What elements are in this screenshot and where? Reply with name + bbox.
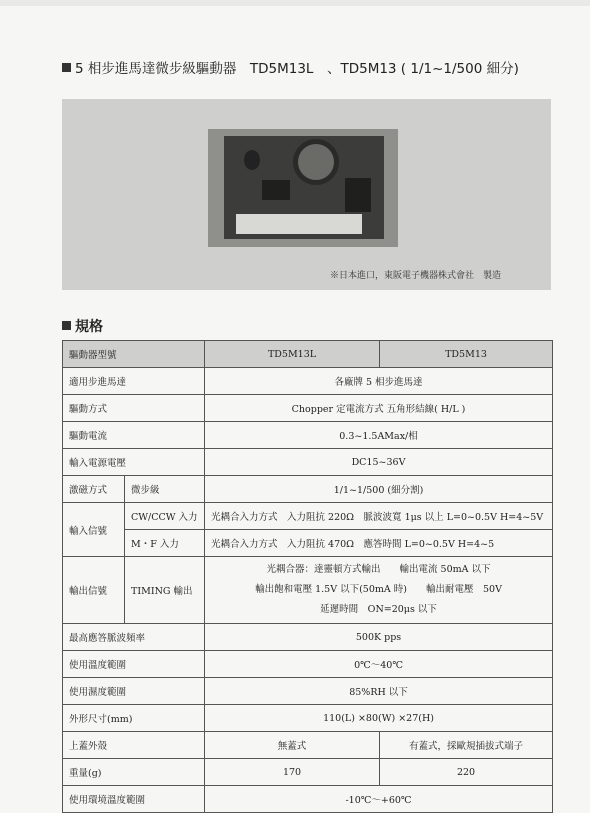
capacitor-icon [244,150,260,170]
spec-heading [62,316,103,336]
row-label: 最高應答脈波頻率 [63,624,205,651]
row-sublabel: 微步級 [125,476,205,503]
table-row [63,651,553,678]
row-label: 適用步進馬達 [63,368,205,395]
table-row [63,476,553,503]
table-row [63,624,553,651]
row-value: -10℃～+60℃ [205,786,553,813]
row-label: 使用濕度範圍 [63,678,205,705]
row-sublabel: TIMING 輸出 [125,557,205,624]
row-value: 220 [380,759,553,786]
header-label: 驅動器型號 [63,341,205,368]
row-sublabel: CW/CCW 入力 [125,503,205,530]
row-value: 110(L) ×80(W) ×27(H) [205,705,553,732]
row-label: 重量(g) [63,759,205,786]
row-sublabel: M・F 入力 [125,530,205,557]
timing-line: 輸出飽和電壓 1.5V 以下(50mA 時) 輸出耐電壓 50V [255,584,502,595]
row-value: 500K pps [205,624,553,651]
chip-icon [262,180,290,200]
table-row [63,732,553,759]
row-label: 輸出信號 [63,557,125,624]
photo-credit: ※日本進口，東阪電子機器株式會社 製造 [330,271,502,281]
row-label: 上蓋外殼 [63,732,205,759]
table-row [63,449,553,476]
row-value: 85%RH 以下 [205,678,553,705]
table-row [63,395,553,422]
row-label: 驅動電流 [63,422,205,449]
table-row [63,786,553,813]
row-value: DC15~36V [205,449,553,476]
top-edge [0,0,590,6]
table-row [63,557,553,624]
table-row [63,759,553,786]
table-header-row [63,341,553,368]
row-label: 使用環境溫度範圍 [63,786,205,813]
row-value: 0℃～40℃ [205,651,553,678]
model-td5m13l: TD5M13L [205,341,380,368]
row-label: 驅動方式 [63,395,205,422]
row-label: 激磁方式 [63,476,125,503]
model-td5m13: TD5M13 [380,341,553,368]
table-row [63,530,553,557]
row-value: 無蓋式 [205,732,380,759]
square-bullet-icon [62,321,71,330]
row-label: 外形尺寸(mm) [63,705,205,732]
row-value: 1/1~1/500 (細分割) [205,476,553,503]
row-value: 各廠牌 5 相步進馬達 [205,368,553,395]
row-label: 輸入電源電壓 [63,449,205,476]
table-row [63,503,553,530]
spec-heading-text: 規格 [75,319,103,335]
row-value: 光耦合入力方式 入力阻抗 220Ω 脈波波寬 1μs 以上 L=0~0.5V H=4~5V [205,503,553,530]
table-row [63,678,553,705]
row-value: 170 [205,759,380,786]
heatsink-icon [345,178,371,212]
table-row [63,422,553,449]
page-heading-text: 5 相步進馬達微步級驅動器 TD5M13L 、TD5M13 ( 1/1~1/500 細分) [75,61,519,77]
timing-line: 延遲時間 ON=20μs 以下 [320,604,437,615]
row-value: 0.3~1.5AMax/相 [205,422,553,449]
row-label: 使用溫度範圍 [63,651,205,678]
square-bullet-icon [62,63,71,72]
timing-line: 光耦合器：達靈頓方式輸出 輸出電流 50mA 以下 [266,564,491,575]
table-row [63,368,553,395]
row-value: Chopper 定電流方式 五角形結線( H/L ) [205,395,553,422]
toroid-coil-icon [293,139,339,185]
terminal-block [236,214,362,234]
row-label: 輸入信號 [63,503,125,557]
row-value-multiline [205,557,553,624]
row-value: 有蓋式，採歐規插拔式端子 [380,732,553,759]
row-value: 光耦合入力方式 入力阻抗 470Ω 應答時間 L=0~0.5V H=4~5 [205,530,553,557]
spec-table [62,340,553,813]
table-row [63,705,553,732]
page-heading [62,57,519,77]
